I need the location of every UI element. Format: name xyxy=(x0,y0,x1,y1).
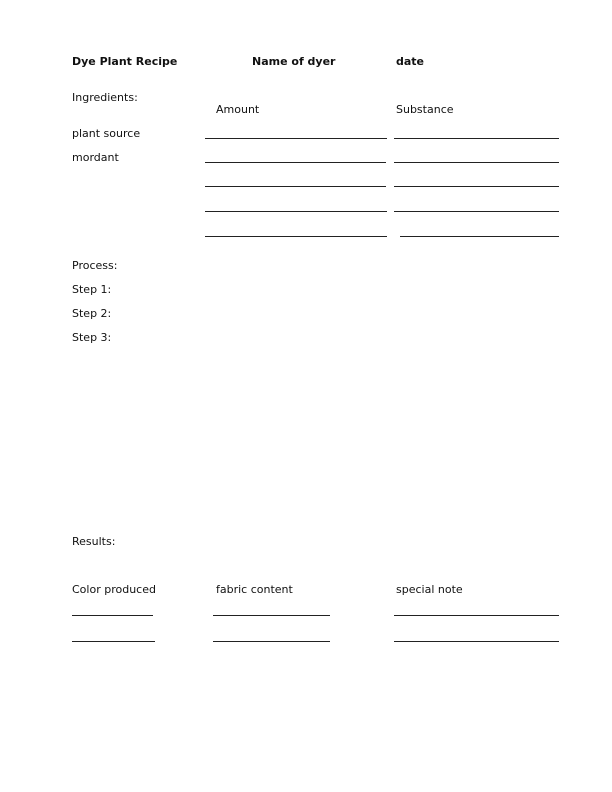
special-note-label: special note xyxy=(396,583,463,596)
amount-line-4[interactable] xyxy=(205,211,387,212)
recipe-title: Dye Plant Recipe xyxy=(72,55,178,68)
name-of-dyer-label: Name of dyer xyxy=(252,55,336,68)
substance-line-4[interactable] xyxy=(394,211,559,212)
substance-line-3[interactable] xyxy=(394,186,559,187)
amount-line-2[interactable] xyxy=(205,162,386,163)
process-heading: Process: xyxy=(72,259,118,272)
fabric-line-2[interactable] xyxy=(213,641,330,642)
step-1-label: Step 1: xyxy=(72,283,112,296)
substance-column-label: Substance xyxy=(396,103,454,116)
color-line-2[interactable] xyxy=(72,641,155,642)
amount-line-3[interactable] xyxy=(205,186,386,187)
amount-column-label: Amount xyxy=(216,103,260,116)
step-2-label: Step 2: xyxy=(72,307,112,320)
mordant-label: mordant xyxy=(72,151,119,164)
note-line-1[interactable] xyxy=(394,615,559,616)
fabric-line-1[interactable] xyxy=(213,615,330,616)
note-line-2[interactable] xyxy=(394,641,559,642)
amount-line-5[interactable] xyxy=(205,236,387,237)
plant-source-label: plant source xyxy=(72,127,141,140)
date-label: date xyxy=(396,55,425,68)
color-produced-label: Color produced xyxy=(72,583,156,596)
substance-line-2[interactable] xyxy=(394,162,559,163)
step-3-label: Step 3: xyxy=(72,331,112,344)
amount-line-1[interactable] xyxy=(205,138,387,139)
fabric-content-label: fabric content xyxy=(216,583,293,596)
ingredients-heading: Ingredients: xyxy=(72,91,138,104)
color-line-1[interactable] xyxy=(72,615,153,616)
results-heading: Results: xyxy=(72,535,116,548)
substance-line-1[interactable] xyxy=(394,138,559,139)
substance-line-5[interactable] xyxy=(400,236,559,237)
